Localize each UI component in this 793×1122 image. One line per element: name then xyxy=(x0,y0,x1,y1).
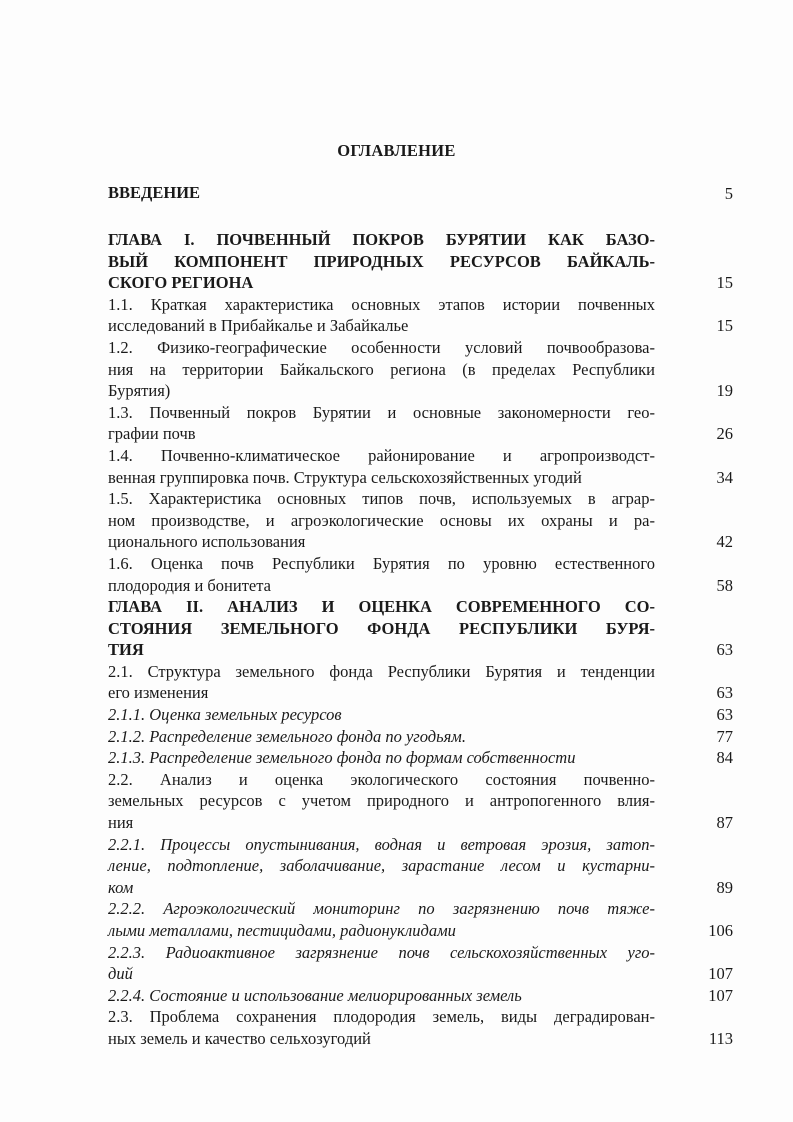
toc-entry-line: 2.1.1. Оценка земельных ресурсов xyxy=(108,705,342,725)
toc-entry xyxy=(108,553,733,596)
toc-entry xyxy=(108,985,733,1007)
toc-entry-line: ВЫЙ КОМПОНЕНТ ПРИРОДНЫХ РЕСУРСОВ БАЙКАЛЬ- xyxy=(108,251,655,271)
toc-entry xyxy=(108,704,733,726)
toc-entry-line: 2.2.1. Процессы опустынивания, водная и ветровая эрозия, затоп- xyxy=(108,834,655,854)
toc-entry xyxy=(108,898,733,941)
toc-entry-line: исследований в Прибайкалье и Забайкалье xyxy=(108,316,409,336)
toc-entry-line: плодородия и бонитета xyxy=(108,575,271,595)
toc-entry xyxy=(108,834,733,899)
toc-entry-line: земельных ресурсов с учетом природного и антропогенного влия- xyxy=(108,791,655,811)
toc-page-number: 58 xyxy=(716,575,733,595)
toc-entry-line: СТОЯНИЯ ЗЕМЕЛЬНОГО ФОНДА РЕСПУБЛИКИ БУРЯ- xyxy=(108,618,655,638)
toc-page-number: 5 xyxy=(724,184,733,203)
toc-entry-line: 2.2. Анализ и оценка экологического состояния почвенно- xyxy=(108,769,655,789)
toc-page-number: 34 xyxy=(716,467,733,487)
toc-entry-line: 1.1. Краткая характеристика основных этапов истории почвенных xyxy=(108,294,655,314)
toc-entry xyxy=(108,488,733,553)
toc-page-number: 77 xyxy=(716,726,733,746)
toc-entry-line: 1.4. Почвенно-климатическое районирование и агропроизводст- xyxy=(108,445,655,465)
toc-entry-line: 2.2.3. Радиоактивное загрязнение почв сельскохозяйственных уго- xyxy=(108,942,655,962)
toc-entry-line: 1.6. Оценка почв Республики Бурятия по уровню естественного xyxy=(108,553,655,573)
toc-entry-line: 2.1.3. Распределение земельного фонда по формам собственности xyxy=(108,748,576,768)
toc-page-number: 84 xyxy=(716,748,733,768)
toc-page-number: 87 xyxy=(716,813,733,833)
toc-entry-line: лыми металлами, пестицидами, радионуклидами xyxy=(108,921,456,940)
toc-entry xyxy=(108,596,733,661)
toc-entry xyxy=(108,747,733,769)
toc-page-number: 15 xyxy=(716,316,733,336)
toc-entry-line: 1.2. Физико-географические особенности условий почвообразова- xyxy=(108,337,655,357)
toc-entry xyxy=(108,726,733,748)
toc-entry xyxy=(108,661,733,704)
toc-page-number: 26 xyxy=(716,424,733,444)
toc-entry-line: 2.3. Проблема сохранения плодородия земель, виды деградирован- xyxy=(108,1007,655,1027)
toc-entry xyxy=(108,294,733,337)
toc-page-number: 107 xyxy=(708,964,733,984)
toc-entry xyxy=(108,229,733,294)
toc-entry-line: ном производстве, и агроэкологические основы их охраны и ра- xyxy=(108,510,655,530)
toc-page-number: 107 xyxy=(708,985,733,1005)
toc-page-number: 113 xyxy=(708,1028,733,1048)
toc-page-number: 63 xyxy=(716,640,733,660)
toc-entry-line: ГЛАВА I. ПОЧВЕННЫЙ ПОКРОВ БУРЯТИИ КАК БАЗО- xyxy=(108,230,655,249)
toc-entry-line: ционального использования xyxy=(108,532,306,552)
toc-entry xyxy=(108,942,733,985)
toc-entry-line: ТИЯ xyxy=(108,640,144,660)
toc-entry-line: ление, подтопление, заболачивание, зарастание лесом и кустарни- xyxy=(108,856,655,876)
page-title: ОГЛАВЛЕНИЕ xyxy=(337,141,456,160)
toc-entry-line: графии почв xyxy=(108,424,196,444)
toc-entry-line: дий xyxy=(108,964,133,984)
toc-entry-line: 2.1. Структура земельного фонда Республики Бурятия и тенденции xyxy=(108,661,655,681)
toc-entry-line: ния xyxy=(108,813,134,833)
toc-entry-label: ВВЕДЕНИЕ xyxy=(108,183,201,202)
toc-entry-line: ных земель и качество сельхозугодий xyxy=(108,1028,371,1048)
toc-page-number: 63 xyxy=(716,705,733,725)
toc-entry-line: 2.2.2. Агроэкологический мониторинг по загрязнению почв тяже- xyxy=(108,899,655,919)
toc-page-number: 89 xyxy=(716,877,733,897)
toc-entry xyxy=(108,445,733,488)
toc-page-number: 15 xyxy=(716,273,733,293)
toc-entry-line: 1.3. Почвенный покров Бурятии и основные закономерности гео- xyxy=(108,402,655,422)
toc-entry-line: ГЛАВА II. АНАЛИЗ И ОЦЕНКА СОВРЕМЕННОГО СО- xyxy=(108,597,655,617)
toc-entry-line: ния на территории Байкальского региона (в пределах Республики xyxy=(108,359,655,379)
toc-entry xyxy=(108,402,733,445)
toc-entry-line: ком xyxy=(108,877,134,897)
toc-page-number: 63 xyxy=(716,683,733,703)
toc-page-number: 106 xyxy=(708,921,733,940)
toc-entry-introduction xyxy=(108,183,733,203)
toc-entry-line: 1.5. Характеристика основных типов почв, используемых в аграр- xyxy=(108,489,655,509)
toc-entry xyxy=(108,337,733,402)
toc-entry-line: Бурятия) xyxy=(108,381,171,401)
toc-entry-line: венная группировка почв. Структура сельскохозяйственных угодий xyxy=(108,467,582,487)
toc-page-number: 42 xyxy=(716,532,733,552)
toc-entry-line: 2.1.2. Распределение земельного фонда по угодьям. xyxy=(108,726,466,746)
toc-page-number: 19 xyxy=(716,381,733,401)
toc-entry-line: 2.2.4. Состояние и использование мелиорированных земель xyxy=(108,985,522,1005)
table-of-contents xyxy=(108,229,733,1050)
toc-entry-line: СКОГО РЕГИОНА xyxy=(108,273,254,293)
toc-entry xyxy=(108,1006,733,1049)
toc-entry xyxy=(108,769,733,834)
toc-entry-line: его изменения xyxy=(108,683,209,703)
